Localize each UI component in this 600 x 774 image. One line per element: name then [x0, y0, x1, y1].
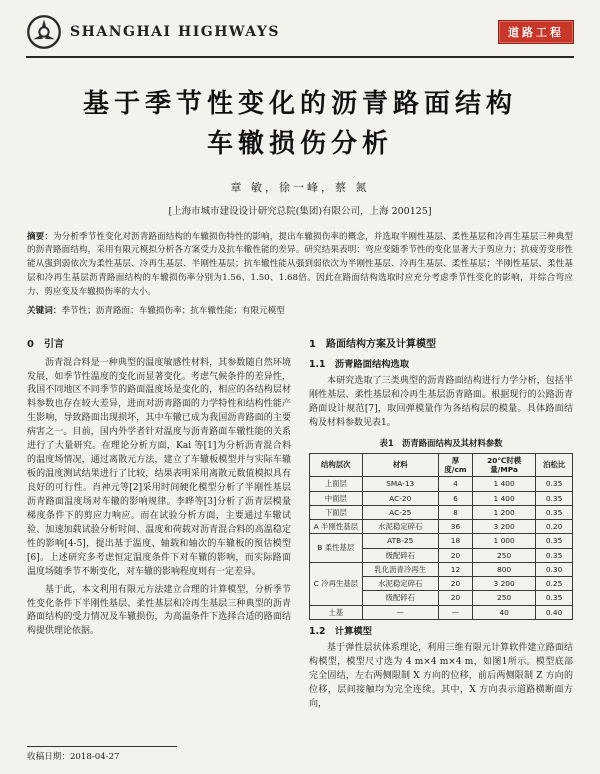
cell-material: 级配碎石 — [362, 591, 438, 605]
cell-material: AC-20 — [362, 491, 438, 505]
section-heading-1: 1 路面结构方案及计算模型 — [309, 339, 436, 351]
cell-material: SMA-13 — [362, 477, 438, 491]
cell-thickness: 4 — [438, 477, 472, 491]
cell-poisson: 0.35 — [536, 534, 573, 548]
cell-modulus: 3 200 — [473, 577, 536, 591]
cell-poisson: 0.25 — [536, 577, 573, 591]
keywords — [27, 305, 573, 319]
table-caption: 表1 沥青路面结构及其材料参数 — [379, 437, 503, 448]
table-row — [310, 505, 573, 519]
table-row — [310, 477, 573, 491]
cell-modulus: 3 200 — [473, 520, 536, 534]
cell-material: — — [362, 605, 438, 619]
col-header-thickness: 厚度/cm — [438, 453, 472, 477]
cell-thickness: — — [438, 605, 472, 619]
authors: 章 敏，徐一峰，蔡 氮 — [230, 180, 370, 194]
keywords-label: 关键词： — [27, 306, 62, 317]
header-rule — [26, 56, 574, 58]
cell-material: 水泥稳定碎石 — [362, 520, 438, 534]
cell-material: ATB-25 — [362, 534, 438, 548]
cell-layer: C 冷再生基层 — [310, 562, 363, 605]
cell-material: 水泥稳定碎石 — [362, 577, 438, 591]
cell-layer: B 柔性基层 — [310, 534, 363, 563]
cell-modulus: 250 — [473, 591, 536, 605]
pavement-structure-table — [309, 453, 573, 620]
cell-poisson: 0.35 — [536, 477, 573, 491]
cell-thickness: 18 — [438, 534, 472, 548]
journal-header — [26, 14, 574, 50]
col-header-poisson: 泊松比 — [536, 453, 573, 477]
article-title-line2: 车辙损伤分析 — [206, 129, 393, 160]
cell-material: AC-25 — [362, 505, 438, 519]
cell-layer: 土基 — [310, 605, 363, 619]
received-date-footnote — [27, 746, 177, 762]
abstract — [27, 231, 573, 300]
cell-thickness: 6 — [438, 491, 472, 505]
cell-modulus: 1 400 — [473, 477, 536, 491]
col-header-material: 材料 — [362, 453, 438, 477]
cell-layer: 上面层 — [310, 477, 363, 491]
cell-modulus: 1 000 — [473, 534, 536, 548]
journal-logo-icon — [26, 14, 62, 50]
article-title — [30, 84, 570, 165]
table-row — [310, 562, 573, 576]
cell-thickness: 36 — [438, 520, 472, 534]
cell-layer: A 半刚性基层 — [310, 520, 363, 534]
left-column — [27, 333, 291, 716]
cell-modulus: 800 — [473, 562, 536, 576]
cell-thickness: 20 — [438, 548, 472, 562]
col-header-modulus: 20℃时模量/MPa — [473, 453, 536, 477]
intro-paragraph-2: 基于此，本文利用有限元方法建立合理的计算模型，分析季节性变化条件下半刚性基层、柔性基层和冷再生基层三种典型的沥青路面结构的受力情况及车辙损伤，为高温条件下选择合适的路面结构提供理论依据。 — [27, 584, 291, 637]
footnote-rule — [27, 746, 177, 747]
cell-layer: 中面层 — [310, 491, 363, 505]
cell-poisson: 0.40 — [536, 605, 573, 619]
table-row — [310, 520, 573, 534]
intro-paragraph-1: 沥青混合料是一种典型的温度敏感性材料，其参数随自然环境发展，如季节性温度的变化而显著变化。考虑气候条件的差异性，我国不同地区不同季节的路面温度场是变化的，相应的各结构层材料参数也存在较大差异，进而对沥青路面的力学特性和结构性能产生影响，导致路面出现损坏，其中车辙已成为我国沥青路面的主要病害之一。目前，国内外学者针对温度与沥青路面车辙性能的关系进行了大量研究。在理论分析方面，Kai 等[1]为分析沥青混合料的温度场情况，通过离散元方法，建立了车辙板模型并与实际车辙板的温度测试结果进行了比较，结果表明采用离散元数值模拟具有良好的可行性。肖神元等[2]采用时间硬化模型分析了半刚性基层沥青路面温度场对车辙的影响规律。李晔等[3]分析了沥青层模量梯度条件下的剪应力响应。而在试验分析方面，主要通过车辙试验、加速加载试验分析时间、温度和荷载对沥青混合料的高温稳定性的影响[4-5]，提出基于温度、轴载和轴次的车辙板的预估模型[6]。上述研究多考虑恒定温度条件下对车辙的影响，而实际路面温度场随季节不断变化，对车辙的影响程度则有一定差异。 — [27, 357, 291, 577]
journal-name: SHANGHAI HIGHWAYS — [70, 24, 281, 40]
cell-modulus: 250 — [473, 548, 536, 562]
col-header-layer: 结构层次 — [310, 453, 363, 477]
table-header-row — [310, 453, 573, 477]
section-1-1-paragraph: 本研究选取了三类典型的沥青路面结构进行力学分析，包括半刚性基层、柔性基层和冷再生基层沥青路面。根据现行的公路沥青路面设计规范[7]，取回弹模量作为各结构层的模量。具体路面结构及材料参数见表1。 — [309, 376, 573, 428]
cell-thickness: 8 — [438, 505, 472, 519]
cell-modulus: 1 200 — [473, 505, 536, 519]
body-columns — [27, 333, 573, 716]
cell-poisson: 0.35 — [536, 591, 573, 605]
section-heading-1-2: 1.2 计算模型 — [309, 625, 372, 637]
keywords-text: 季节性；沥青路面；车辙损伤率；抗车辙性能；有限元模型 — [61, 306, 285, 317]
cell-poisson: 0.35 — [536, 548, 573, 562]
cell-thickness: 20 — [438, 577, 472, 591]
cell-material: 乳化沥青冷再生 — [362, 562, 438, 576]
section-heading-0: 0 引言 — [27, 339, 64, 351]
abstract-label: 摘要： — [27, 231, 54, 242]
cell-modulus: 40 — [473, 605, 536, 619]
section-heading-1-1: 1.1 沥青路面结构选取 — [309, 358, 410, 370]
article-title-line1: 基于季节性变化的沥青路面结构 — [82, 89, 517, 119]
cell-material: 级配碎石 — [362, 548, 438, 562]
table-row — [310, 534, 573, 548]
table-row — [310, 491, 573, 505]
cell-thickness: 20 — [438, 591, 472, 605]
cell-layer: 下面层 — [310, 505, 363, 519]
column-badge: 道路工程 — [498, 20, 574, 44]
received-date: 收稿日期：2018-04-27 — [27, 752, 120, 762]
right-column — [309, 333, 573, 716]
cell-poisson: 0.35 — [536, 505, 573, 519]
table-row — [310, 605, 573, 619]
section-1-2-paragraph: 基于弹性层状体系理论，利用三维有限元计算软件建立路面结构模型，模型尺寸选为 4 m×4 m×4 m，如图1所示。模型底部完全固结，左右两侧限制 X 方向的位移，前后两侧限制 Z 方向的位移，层间接触均为完全连续。其中，X 方向表示道路横断面方向， — [309, 643, 573, 709]
cell-thickness: 12 — [438, 562, 472, 576]
abstract-text: 为分析季节性变化对沥青路面结构的车辙损伤特性的影响，提出车辙损伤率的概念，并选取半刚性基层、柔性基层和冷再生基层三种典型的沥青路面结构，采用有限元模拟分析各方案受力及抗车辙性能的差异。研究结果表明：弯应变随季节性的变化显著大于剪应力；抗疲劳变形性能从强到弱依次为柔性基层、冷再生基层、半刚性基层；抗车辙性能从强到弱依次为半刚性基层、冷再生基层、柔性基层；半刚性基层、柔性基层和冷再生基层沥青路面结构的车辙损伤率分别为1.56、1.50、1.68倍。因此在路面结构选取时应充分考虑季节性变化的影响，并综合弯应力、剪应变及车辙损伤率的大小。 — [27, 231, 573, 297]
cell-poisson: 0.20 — [536, 520, 573, 534]
cell-poisson: 0.35 — [536, 491, 573, 505]
cell-poisson: 0.30 — [536, 562, 573, 576]
affiliation: [上海市城市建设设计研究总院(集团)有限公司，上海 200125] — [168, 205, 432, 217]
cell-modulus: 1 400 — [473, 491, 536, 505]
